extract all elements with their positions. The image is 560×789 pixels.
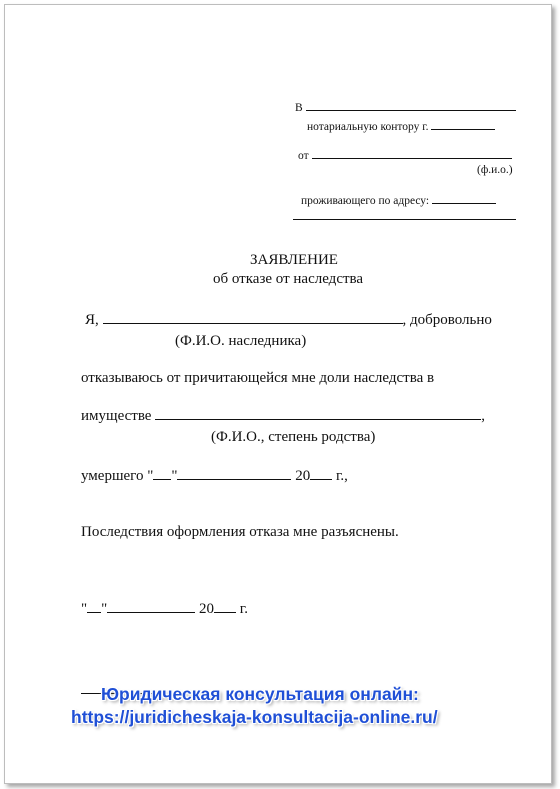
- date-open: ": [81, 601, 88, 617]
- line4-prefix: умершего ": [81, 468, 154, 484]
- date-mid: ": [101, 601, 108, 617]
- body-line-4: [81, 469, 348, 484]
- death-month-blank: [177, 478, 291, 480]
- line3-suffix: ,: [481, 408, 485, 424]
- watermark-line-2: https://juridicheskaja-konsultacija-online.ru/: [71, 707, 438, 727]
- notary-line: [307, 122, 495, 134]
- to-prefix: В: [295, 102, 303, 114]
- line3-prefix: имуществе: [81, 408, 152, 424]
- body-line-1: [85, 313, 492, 328]
- body-line-5: Последствия оформления отказа мне разъяснены.: [81, 524, 399, 540]
- date-day-blank: [87, 611, 101, 613]
- document-subtitle: об отказе от наследства: [213, 271, 364, 287]
- to-blank: [306, 109, 516, 111]
- death-day-blank: [153, 478, 171, 480]
- relation-hint: (Ф.И.О., степень родства): [211, 429, 376, 445]
- death-year-blank: [310, 478, 332, 480]
- fio-hint: (ф.и.о.): [477, 164, 513, 176]
- body-line-2: отказываюсь от причитающейся мне доли наследства в: [81, 370, 435, 386]
- heir-name-blank: [103, 322, 403, 324]
- body-line-3: [81, 409, 485, 424]
- line1-suffix: , добровольно: [402, 312, 492, 328]
- line4-year-prefix: 20: [295, 468, 311, 484]
- from-blank: [312, 157, 512, 159]
- from-prefix: от: [298, 150, 309, 162]
- notary-city-blank: [431, 128, 495, 130]
- date-month-blank: [107, 611, 195, 613]
- to-line: [295, 103, 516, 115]
- notary-label: нотариальную контору г.: [307, 121, 429, 133]
- address-blank-2: [293, 219, 516, 220]
- document-page: [4, 4, 552, 784]
- address-blank: [432, 202, 496, 204]
- from-line: [298, 151, 512, 163]
- address-line: [301, 196, 496, 208]
- watermark-line-1: Юридическая консультация онлайн:: [101, 684, 419, 704]
- line1-prefix: Я,: [85, 312, 99, 328]
- address-label: проживающего по адресу:: [301, 195, 430, 207]
- heir-hint: (Ф.И.О. наследника): [175, 333, 307, 349]
- date-line: [81, 602, 248, 617]
- document-title: ЗАЯВЛЕНИЕ: [250, 252, 338, 268]
- date-year-blank: [214, 611, 236, 613]
- date-year-prefix: 20: [199, 601, 214, 617]
- line4-mid: ": [171, 468, 178, 484]
- line4-year-suffix: г.,: [335, 468, 348, 484]
- property-blank: [155, 418, 481, 420]
- date-year-suffix: г.: [239, 601, 248, 617]
